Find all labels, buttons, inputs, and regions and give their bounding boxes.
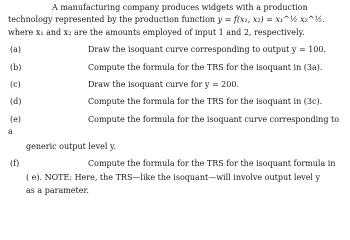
intro-line-2: technology represented by the production function [8, 15, 218, 25]
intro-line-1: A manufacturing company produces widgets with a production [52, 3, 308, 12]
problem-label: (f) [10, 158, 20, 168]
problem-item-a [8, 44, 346, 56]
problem-label: (e) [10, 114, 21, 124]
problem-label: (d) [10, 97, 22, 107]
problem-text-continued: generic output level y. [26, 141, 117, 151]
problem-list [8, 44, 346, 197]
problem-item-d [8, 96, 346, 108]
problem-label: (b) [10, 62, 22, 72]
problem-text: Draw the isoquant curve corresponding to output y = 100. [88, 45, 327, 55]
problem-text: Compute the formula for the isoquant curve corresponding to a [8, 114, 340, 137]
problem-label: (c) [10, 79, 21, 89]
problem-item-b [8, 62, 346, 74]
problem-text: Compute the formula for the TRS for the isoquant in (3a). [88, 62, 323, 72]
problem-text: Draw the isoquant curve for y = 200. [88, 79, 239, 89]
intro-line-3: where x₁ and x₂ are the amounts employed of input 1 and 2, respectively. [8, 27, 305, 37]
problem-text: Compute the formula for the TRS for the isoquant formula in [88, 158, 336, 168]
problem-intro [8, 2, 346, 39]
problem-item-e [8, 114, 346, 153]
problem-item-f [8, 158, 346, 197]
problem-text: Compute the formula for the TRS for the isoquant in (3c). [88, 97, 323, 107]
problem-text-continued-2: as a parameter. [26, 185, 89, 195]
problem-text-continued: ( e). NOTE: Here, the TRS—like the isoquant—will involve output level y [26, 173, 321, 183]
problem-item-c [8, 79, 346, 91]
problem-label: (a) [10, 45, 22, 55]
production-function: y = f(x₁, x₂) = x₁^½ x₂^½. [217, 15, 325, 25]
